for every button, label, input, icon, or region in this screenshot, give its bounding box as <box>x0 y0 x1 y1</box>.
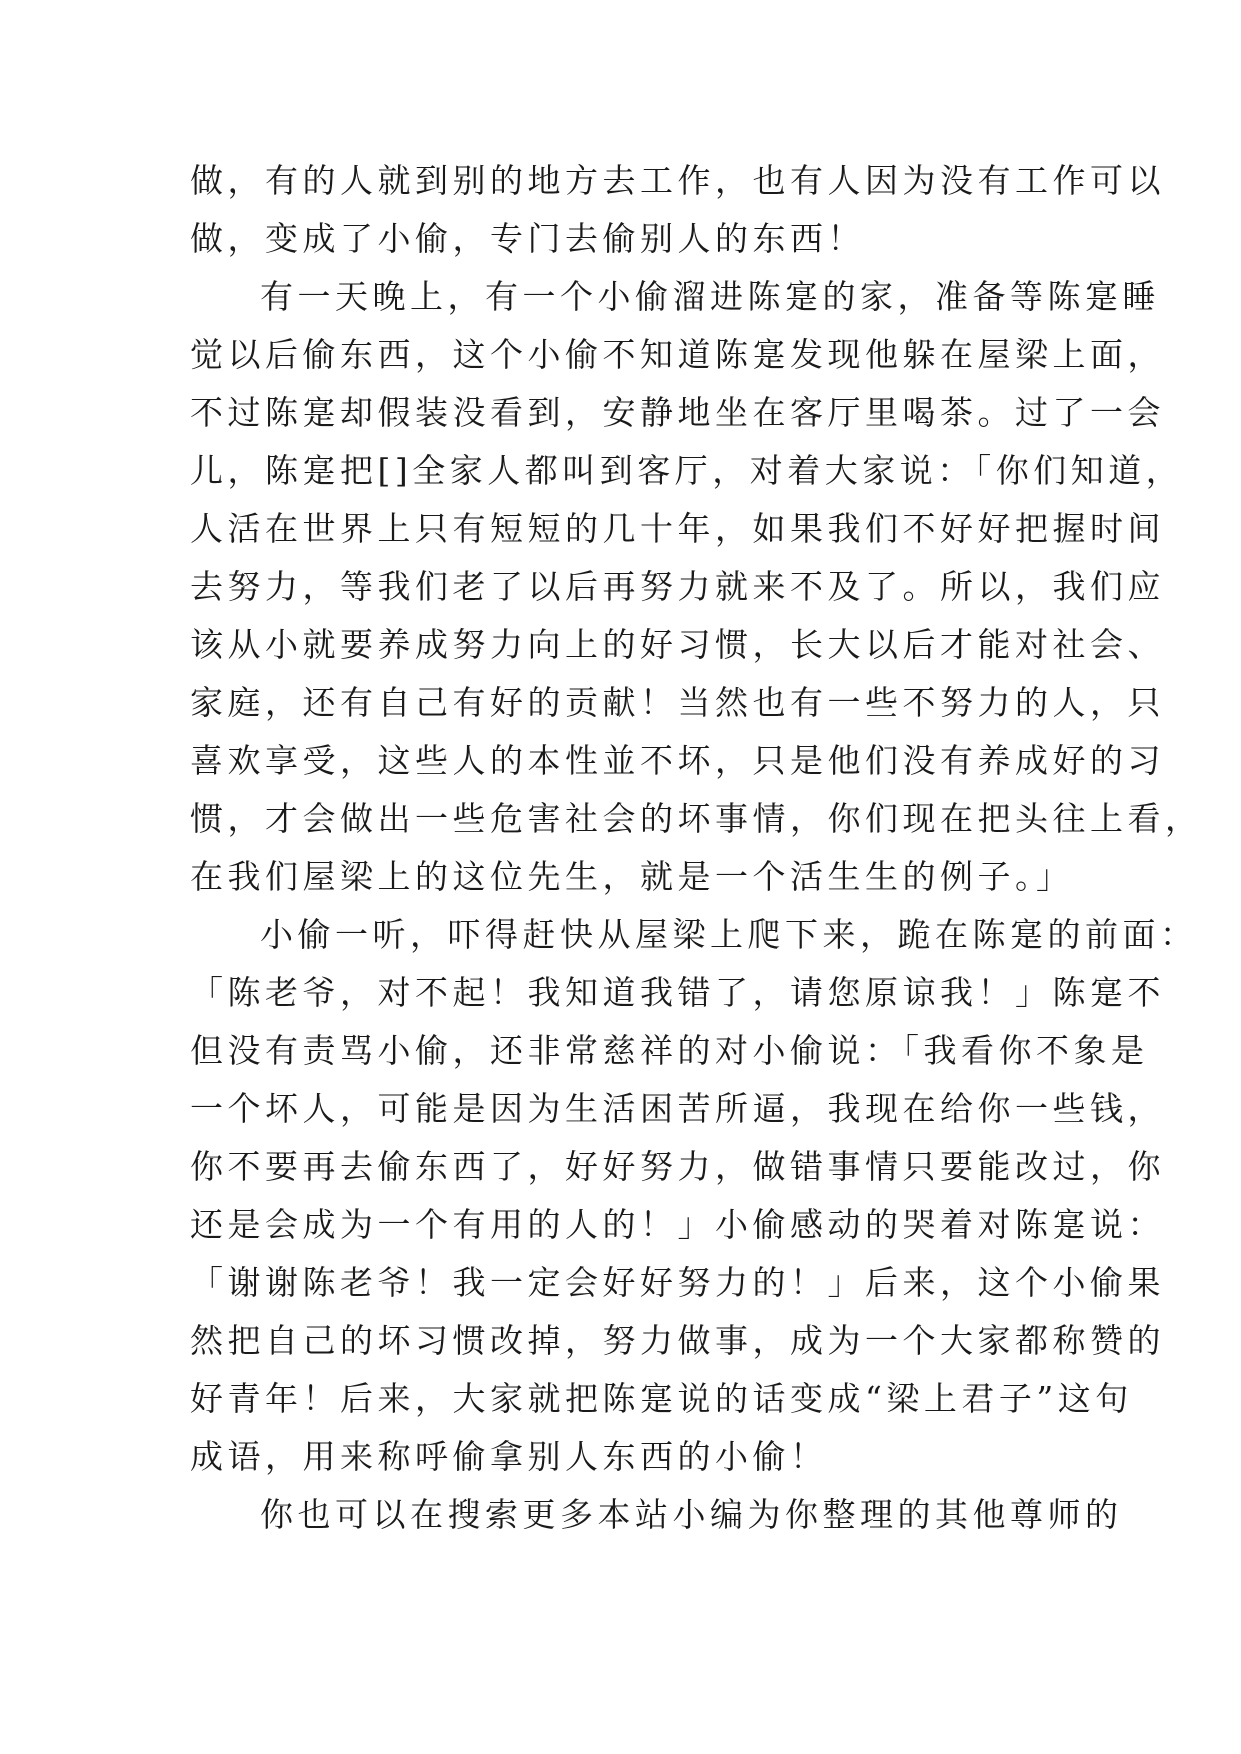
text-line: 在我们屋梁上的这位先生，就是一个活生生的例子。」 <box>190 857 1074 896</box>
body-text <box>190 152 1203 1544</box>
text-line: 人活在世界上只有短短的几十年，如果我们不好好把握时间 <box>190 509 1165 548</box>
text-line: 有一天晚上，有一个小偷溜进陈寔的家，准备等陈寔睡 <box>260 277 1160 316</box>
text-line: 惯，才会做出一些危害社会的坏事情，你们现在把头往上看， <box>190 799 1203 838</box>
text-line: 你不要再去偷东西了，好好努力，做错事情只要能改过，你 <box>190 1147 1165 1186</box>
text-line: 不过陈寔却假装没看到，安静地坐在客厅里喝茶。过了一会 <box>190 393 1165 432</box>
text-line: 你也可以在搜索更多本站小编为你整理的其他尊师的 <box>260 1495 1123 1534</box>
text-line: 觉以后偷东西，这个小偷不知道陈寔发现他躲在屋梁上面， <box>190 335 1165 374</box>
text-line: 「陈老爷，对不起！我知道我错了，请您原谅我！」陈寔不 <box>190 973 1165 1012</box>
text-line: 儿，陈寔把[]全家人都叫到客厅，对着大家说：「你们知道， <box>190 451 1184 490</box>
text-line: 「谢谢陈老爷！我一定会好好努力的！」后来，这个小偷果 <box>190 1263 1165 1302</box>
text-line: 去努力，等我们老了以后再努力就来不及了。所以，我们应 <box>190 567 1165 606</box>
text-line: 喜欢享受，这些人的本性並不坏，只是他们没有养成好的习 <box>190 741 1165 780</box>
text-line: 好青年！后来，大家就把陈寔说的话变成“梁上君子”这句 <box>190 1379 1133 1418</box>
text-line: 一个坏人，可能是因为生活困苦所逼，我现在给你一些钱， <box>190 1089 1165 1128</box>
text-line: 做，有的人就到别的地方去工作，也有人因为没有工作可以 <box>190 161 1165 200</box>
text-line: 成语，用来称呼偷拿别人东西的小偷！ <box>190 1437 828 1476</box>
text-line: 但没有责骂小偷，还非常慈祥的对小偷说：「我看你不象是 <box>190 1031 1149 1070</box>
text-line: 然把自己的坏习惯改掉，努力做事，成为一个大家都称赞的 <box>190 1321 1165 1360</box>
text-line: 小偷一听，吓得赶快从屋梁上爬下来，跪在陈寔的前面： <box>260 915 1198 954</box>
text-line: 做，变成了小偷，专门去偷别人的东西！ <box>190 219 865 258</box>
text-line: 该从小就要养成努力向上的好习惯，长大以后才能对社会、 <box>190 625 1165 664</box>
text-line: 还是会成为一个有用的人的！」小偷感动的哭着对陈寔说： <box>190 1205 1165 1244</box>
text-line: 家庭，还有自己有好的贡献！当然也有一些不努力的人，只 <box>190 683 1165 722</box>
